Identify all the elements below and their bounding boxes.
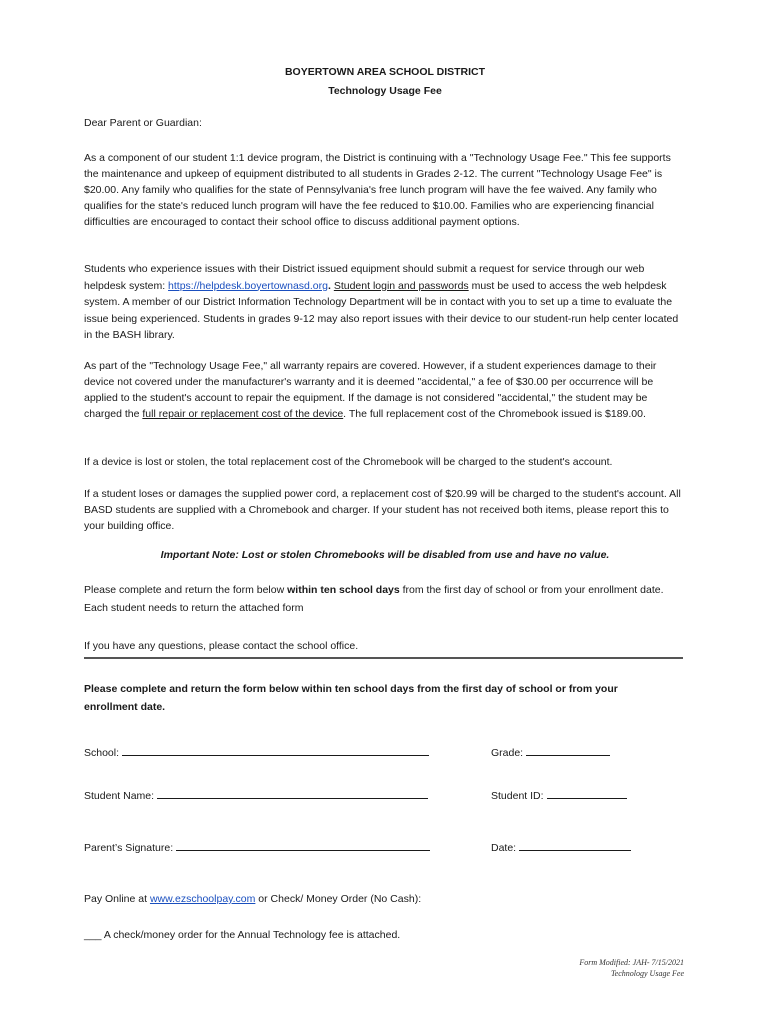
return-text-after: from the first day of school or from your enrollment date. Each student needs to return the attached form <box>84 584 664 614</box>
parent-signature-label: Parent’s Signature: <box>84 842 174 854</box>
school-label: School: <box>84 747 120 759</box>
grade-label: Grade: <box>491 747 524 759</box>
helpdesk-text-after: must be used to access the web helpdesk system. A member of our District Information Technology Department will be in contact with you to set up a time to evaluate the issue being experienced. Students in grades 9-12 may also report issues with their device to our student-run help center located in the BASH library. <box>84 279 679 341</box>
salutation: Dear Parent or Guardian: <box>84 117 202 129</box>
helpdesk-link[interactable]: https://helpdesk.boyertownasd.org <box>168 279 328 292</box>
student-name-field <box>84 787 428 802</box>
pay-check-text: or Check/ Money Order (No Cash): <box>255 893 422 905</box>
document-subtitle: Technology Usage Fee <box>328 85 442 97</box>
check-attached-blank[interactable]: ___ <box>84 929 102 941</box>
form-footer <box>579 957 684 979</box>
helpdesk-link-period: . <box>327 279 331 292</box>
return-form-paragraph <box>84 581 684 617</box>
parent-signature-input-line[interactable] <box>176 839 430 851</box>
full-repair-cost-text: full repair or replacement cost of the device <box>142 408 344 420</box>
ten-days-text: within ten school days <box>287 584 400 596</box>
damage-text-after: . The full replacement cost of the Chromebook issued is $189.00. <box>343 408 646 420</box>
form-heading: Please complete and return the form below within ten school days from the first day of school or from your enrollment date. <box>84 683 618 713</box>
lost-stolen-paragraph: If a device is lost or stolen, the total replacement cost of the Chromebook will be charged to the student's account. <box>84 456 613 468</box>
damage-paragraph <box>84 358 684 422</box>
student-id-field <box>491 787 627 802</box>
school-input-line[interactable] <box>122 744 429 756</box>
return-text-before: Please complete and return the form below <box>84 584 288 596</box>
student-name-label: Student Name: <box>84 790 155 802</box>
section-divider <box>84 657 683 659</box>
check-attached-line <box>84 929 400 941</box>
payment-line <box>84 893 421 905</box>
ezschoolpay-link[interactable]: www.ezschoolpay.com <box>149 893 256 905</box>
date-input-line[interactable] <box>519 839 631 851</box>
parent-signature-field <box>84 839 430 854</box>
student-name-input-line[interactable] <box>157 787 428 799</box>
district-title: BOYERTOWN AREA SCHOOL DISTRICT <box>284 66 486 78</box>
power-cord-paragraph: If a student loses or damages the supplied power cord, a replacement cost of $20.99 will be charged to the student's account. All BASD students are supplied with a Chromebook and charger. If your student has not received both items, please report this to your building office. <box>84 488 681 532</box>
footer-title: Technology Usage Fee <box>610 969 684 978</box>
damage-text-before: As part of the "Technology Usage Fee," all warranty repairs are covered. However, if a student experiences damage to their device not covered under the manufacturer's warranty and it is deemed "accidental," a fee of $30.00 per occurrence will be applied to the student's account to repair the equipment. If the damage is not considered "accidental," the student may be charged the <box>84 360 657 420</box>
helpdesk-paragraph <box>84 261 684 344</box>
login-passwords-text: Student login and passwords <box>333 279 469 292</box>
date-label: Date: <box>491 842 517 854</box>
student-id-label: Student ID: <box>491 790 544 802</box>
questions-paragraph: If you have any questions, please contact the school office. <box>84 640 359 652</box>
pay-online-text: Pay Online at <box>84 893 150 905</box>
important-note: Important Note: Lost or stolen Chromebooks will be disabled from use and have no value. <box>160 549 610 561</box>
grade-input-line[interactable] <box>526 744 610 756</box>
footer-modified: Form Modified: JAH- 7/15/2021 <box>579 958 684 967</box>
grade-field <box>491 744 610 759</box>
student-id-input-line[interactable] <box>547 787 627 799</box>
fee-paragraph: As a component of our student 1:1 device program, the District is continuing with a "Technology Usage Fee." This fee supports the maintenance and upkeep of equipment distributed to all students in Grades 2-12. The current "Technology Usage Fee" is $20.00. Any family who qualifies for the state of Pennsylvania's free lunch program will have the fee waived. Any family who qualifies for the state's reduced lunch program will have the fee reduced to $10.00. Families who are experiencing financial difficulties are encouraged to contact their school office to discuss additional payment options. <box>84 152 671 228</box>
helpdesk-text-before: Students who experience issues with their District issued equipment should submit a request for service through our web helpdesk system: <box>84 263 645 292</box>
school-field <box>84 744 429 759</box>
date-field <box>491 839 631 854</box>
check-attached-text: A check/money order for the Annual Technology fee is attached. <box>101 929 401 941</box>
